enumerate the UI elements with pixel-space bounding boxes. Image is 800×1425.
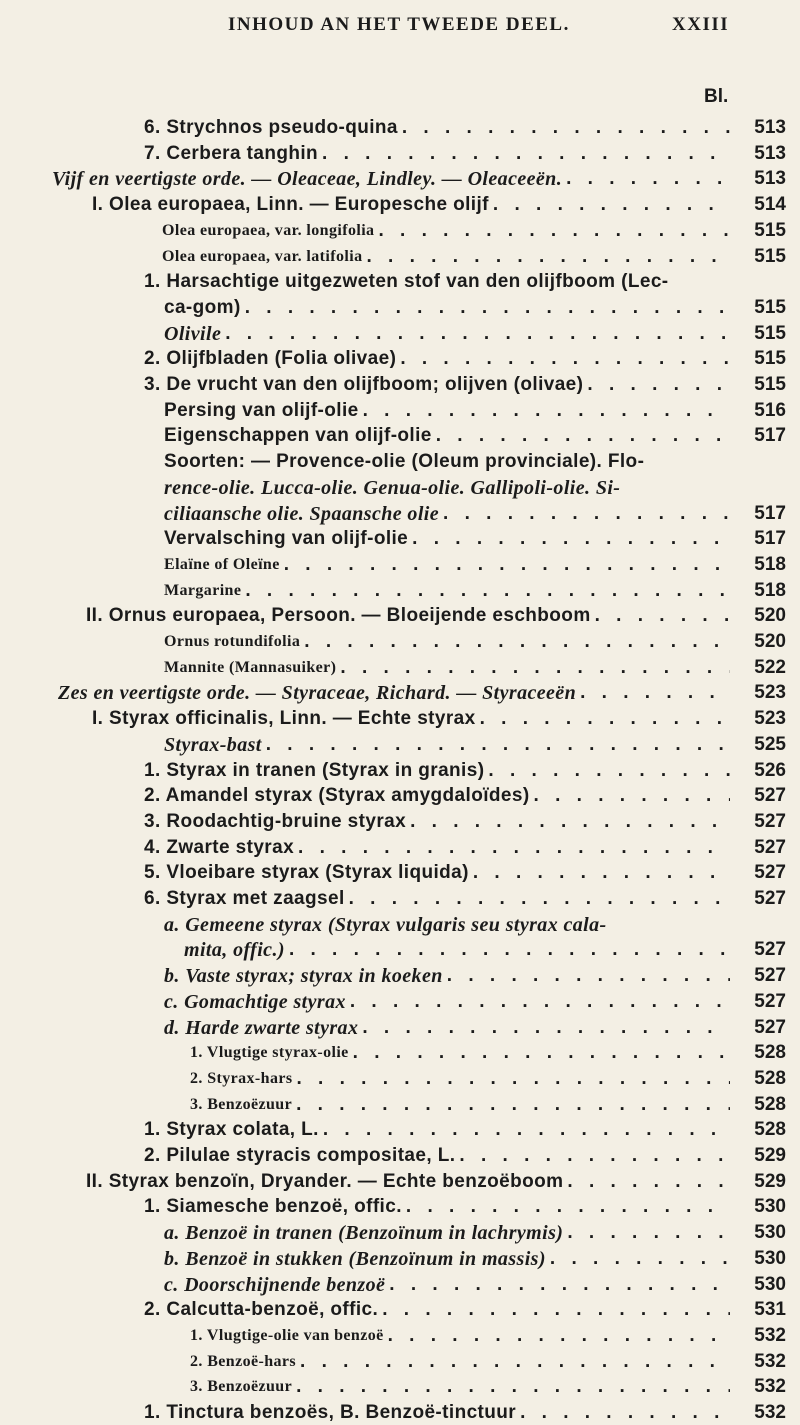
toc-entry-page: 520 bbox=[754, 631, 786, 652]
toc-entry-page: 523 bbox=[754, 682, 786, 704]
toc-entry-page: 515 bbox=[754, 374, 786, 395]
toc-entry-page: 527 bbox=[754, 939, 786, 961]
toc-entry-text: Styrax-bast bbox=[164, 733, 262, 756]
toc-entry-page: 527 bbox=[754, 990, 786, 1012]
leader-dots bbox=[583, 373, 730, 397]
toc-entry bbox=[0, 1191, 800, 1219]
toc-entry-text: c. Doorschijnende benzoë bbox=[164, 1273, 386, 1296]
toc-entry-page: 520 bbox=[754, 605, 786, 627]
toc-entry-text: Soorten: — Provence-olie (Oleum provinciale). Flo- bbox=[164, 451, 645, 473]
leader-dots bbox=[300, 630, 730, 654]
toc-entry-page: 517 bbox=[754, 528, 786, 550]
toc-entry bbox=[0, 806, 800, 834]
leader-dots bbox=[378, 1298, 730, 1322]
leader-dots bbox=[432, 424, 730, 448]
leader-dots bbox=[349, 1041, 730, 1065]
toc-entry-text: 1. Styrax colata, L. bbox=[144, 1119, 319, 1141]
toc-entry-text: Vervalsching van olijf-olie bbox=[164, 528, 409, 550]
toc-entry bbox=[0, 1012, 800, 1040]
leader-dots bbox=[345, 887, 730, 911]
toc-entry bbox=[0, 1320, 800, 1348]
toc-entry-text: rence-olie. Lucca-olie. Genua-olie. Gallipoli-olie. Si- bbox=[164, 476, 621, 499]
leader-dots bbox=[408, 527, 730, 551]
leader-dots bbox=[476, 707, 730, 731]
leader-dots bbox=[318, 142, 730, 166]
toc-entry-page: 530 bbox=[754, 1247, 786, 1269]
toc-entry bbox=[0, 549, 800, 577]
leader-dots bbox=[516, 1401, 730, 1425]
toc-entry-page: 517 bbox=[754, 502, 786, 524]
leader-dots bbox=[221, 322, 730, 346]
toc-entry bbox=[0, 318, 800, 346]
toc-entry bbox=[0, 420, 800, 448]
toc-entry-page: 529 bbox=[754, 1170, 786, 1192]
toc-entry bbox=[0, 189, 800, 217]
toc-entry-text: b. Vaste styrax; styrax in koeken bbox=[164, 965, 443, 988]
leader-dots bbox=[280, 553, 730, 577]
toc-entry bbox=[0, 652, 800, 680]
toc-entry bbox=[0, 369, 800, 397]
leader-dots bbox=[384, 1324, 730, 1348]
leader-dots bbox=[319, 1118, 730, 1142]
leader-dots bbox=[591, 604, 730, 628]
toc-entry-text: I. Styrax officinalis, Linn. — Echte styrax bbox=[92, 708, 476, 730]
leader-dots bbox=[484, 759, 730, 783]
toc-entry-text: 1. Vlugtige styrax-olie bbox=[190, 1044, 349, 1062]
toc-entry-text: 2. Pilulae styracis compositae, L. bbox=[144, 1145, 456, 1166]
toc-entry-text: 3. Roodachtig-bruine styrax bbox=[144, 810, 407, 832]
toc-entry-page: 528 bbox=[754, 1119, 786, 1141]
leader-dots bbox=[292, 1375, 730, 1399]
toc-entry-page: 527 bbox=[754, 888, 786, 909]
toc-entry bbox=[0, 1166, 800, 1194]
toc-entry-page: 527 bbox=[754, 1016, 786, 1038]
toc-entry-page: 527 bbox=[754, 965, 786, 987]
toc-entry-page: 528 bbox=[754, 1067, 786, 1089]
toc-entry-page: 532 bbox=[754, 1402, 786, 1423]
leader-dots bbox=[241, 579, 730, 603]
toc-entry-text: ciliaansche olie. Spaansche olie bbox=[164, 502, 440, 525]
toc-entry-text: 3. De vrucht van den olijfboom; olijven (olivae) bbox=[144, 374, 584, 395]
leader-dots bbox=[336, 656, 730, 680]
toc-entry-text: Olea europaea, var. longifolia bbox=[162, 221, 375, 239]
toc-entry bbox=[0, 909, 800, 937]
toc-entry-page: 515 bbox=[754, 219, 786, 241]
toc-entry-page: 522 bbox=[754, 656, 786, 678]
toc-entry-page: 515 bbox=[754, 348, 786, 370]
leader-dots bbox=[362, 245, 730, 269]
leader-dots bbox=[359, 399, 730, 423]
toc-entry-text: mita, offic.) bbox=[184, 939, 285, 962]
toc-entry-text: Vijf en veertigste orde. — Oleaceae, Lindley. — Oleaceeën. bbox=[52, 168, 563, 191]
toc-entry-page: 532 bbox=[754, 1350, 786, 1372]
toc-entry bbox=[0, 1037, 800, 1065]
leader-dots bbox=[262, 733, 730, 757]
toc-entry bbox=[0, 523, 800, 551]
toc-entry-text: Elaïne of Oleïne bbox=[164, 555, 280, 573]
toc-entry-text: 2. Olijfbladen (Folia olivae) bbox=[144, 348, 397, 370]
toc-entry bbox=[0, 960, 800, 988]
toc-entry-page: 517 bbox=[754, 425, 786, 447]
toc-entry-page: 527 bbox=[754, 810, 786, 832]
toc-entry-page: 528 bbox=[754, 1093, 786, 1115]
toc-entry-page: 518 bbox=[754, 553, 786, 575]
toc-entry bbox=[0, 1217, 800, 1245]
toc-entry-text: d. Harde zwarte styrax bbox=[164, 1016, 359, 1039]
toc-entry bbox=[0, 1269, 800, 1297]
toc-entry-text: a. Benzoë in tranen (Benzoïnum in lachrymis) bbox=[164, 1222, 564, 1245]
toc-entry bbox=[0, 138, 800, 166]
leader-dots bbox=[398, 116, 730, 140]
leader-dots bbox=[406, 810, 730, 834]
toc-entry-text: Eigenschappen van olijf-olie bbox=[164, 425, 432, 447]
toc-entry bbox=[0, 1140, 800, 1168]
toc-entry bbox=[0, 498, 800, 526]
toc-entry-text: 2. Amandel styrax (Styrax amygdaloïdes) bbox=[144, 785, 530, 807]
toc-entry-page: 513 bbox=[754, 117, 786, 138]
leader-dots bbox=[402, 1195, 730, 1219]
toc-entry bbox=[0, 703, 800, 731]
toc-entry-text: 1. Vlugtige-olie van benzoë bbox=[190, 1326, 384, 1344]
toc-entry-text: 2. Styrax-hars bbox=[190, 1069, 293, 1087]
toc-entry bbox=[0, 1243, 800, 1271]
leader-dots bbox=[443, 964, 730, 988]
toc-entry-text: Persing van olijf-olie bbox=[164, 399, 359, 421]
toc-entry bbox=[0, 215, 800, 243]
toc-entry-text: 6. Styrax met zaagsel bbox=[144, 888, 345, 909]
toc-entry-page: 527 bbox=[754, 785, 786, 807]
toc-entry-page: 527 bbox=[754, 862, 786, 884]
toc-entry bbox=[0, 677, 800, 705]
toc-entry-text: 5. Vloeibare styrax (Styrax liquida) bbox=[144, 862, 469, 884]
toc-entry-text: 7. Cerbera tanghin bbox=[144, 142, 319, 164]
toc-entry-page: 530 bbox=[754, 1222, 786, 1244]
leader-dots bbox=[241, 296, 730, 320]
toc-entry-page: 515 bbox=[754, 245, 786, 267]
toc-entry-page: 526 bbox=[754, 759, 786, 781]
toc-entry bbox=[0, 575, 800, 603]
toc-entry bbox=[0, 1114, 800, 1142]
toc-entry-text: 2. Calcutta-benzoë, offic. bbox=[144, 1299, 379, 1321]
toc-entry bbox=[0, 112, 800, 140]
toc-entry-text: Ornus rotundifolia bbox=[164, 633, 301, 650]
toc-entry-text: Margarine bbox=[164, 581, 242, 599]
leader-dots bbox=[562, 167, 730, 191]
toc-entry-text: I. Olea europaea, Linn. — Europesche olijf bbox=[92, 194, 489, 216]
leader-dots bbox=[296, 1350, 730, 1374]
leader-dots bbox=[563, 1170, 730, 1194]
leader-dots bbox=[530, 784, 730, 808]
toc-entry-page: 532 bbox=[754, 1376, 786, 1398]
toc-entry-page: 531 bbox=[754, 1299, 786, 1321]
toc-entry-text: 1. Styrax in tranen (Styrax in granis) bbox=[144, 759, 485, 781]
toc-entry bbox=[0, 266, 800, 294]
leader-dots bbox=[374, 219, 730, 243]
toc-entry-text: c. Gomachtige styrax bbox=[164, 990, 346, 1013]
leader-dots bbox=[385, 1273, 730, 1297]
leader-dots bbox=[396, 347, 730, 371]
toc-entry-page: 529 bbox=[754, 1145, 786, 1166]
leader-dots bbox=[292, 1093, 730, 1117]
toc-entry-page: 514 bbox=[754, 194, 786, 216]
toc-entry bbox=[0, 729, 800, 757]
leader-dots bbox=[546, 1247, 730, 1271]
toc-entry bbox=[0, 1294, 800, 1322]
leader-dots bbox=[489, 193, 730, 217]
toc-entry bbox=[0, 1397, 800, 1425]
toc-entry-page: 515 bbox=[754, 322, 786, 344]
toc-entry-text: 6. Strychnos pseudo-quina bbox=[144, 117, 398, 138]
toc-entry bbox=[0, 472, 800, 500]
toc-entry-text: II. Styrax benzoïn, Dryander. — Echte benzoëboom bbox=[86, 1170, 564, 1192]
toc-entry-page: 513 bbox=[754, 142, 786, 164]
toc-entry bbox=[0, 986, 800, 1014]
toc-entry bbox=[0, 832, 800, 860]
toc-entry bbox=[0, 1063, 800, 1091]
leader-dots bbox=[294, 836, 730, 860]
toc-entry bbox=[0, 343, 800, 371]
page-number-roman: XXIII bbox=[672, 14, 730, 35]
toc-entry bbox=[0, 857, 800, 885]
toc-entry-page: 530 bbox=[754, 1273, 786, 1295]
page-header bbox=[0, 8, 800, 44]
toc-entry bbox=[0, 934, 800, 962]
page-column-label: Bl. bbox=[704, 86, 729, 107]
leader-dots bbox=[285, 938, 730, 962]
toc-entry-text: Zes en veertigste orde. — Styraceae, Richard. — Styraceeën bbox=[58, 682, 577, 705]
toc-entry-page: 523 bbox=[754, 708, 786, 730]
toc-entry-text: 2. Benzoë-hars bbox=[190, 1352, 297, 1370]
toc-entry bbox=[0, 600, 800, 628]
toc-entry bbox=[0, 241, 800, 269]
leader-dots bbox=[455, 1144, 730, 1168]
toc-entry bbox=[0, 780, 800, 808]
toc-entry bbox=[0, 1089, 800, 1117]
toc-entry-text: b. Benzoë in stukken (Benzoïnum in massis) bbox=[164, 1247, 546, 1270]
toc-entry-page: 516 bbox=[754, 399, 786, 421]
toc-entry-text: Olivile bbox=[164, 322, 222, 345]
toc-entry-text: 1. Siamesche benzoë, offic. bbox=[144, 1196, 402, 1218]
toc-entry-page: 528 bbox=[754, 1042, 786, 1064]
toc-entry-text: a. Gemeene styrax (Styrax vulgaris seu styrax cala- bbox=[164, 913, 607, 936]
toc-entry bbox=[0, 292, 800, 320]
toc-entry-text: Mannite (Mannasuiker) bbox=[164, 658, 337, 676]
toc-entry-page: 525 bbox=[754, 733, 786, 755]
leader-dots bbox=[469, 861, 730, 885]
toc-entry-page: 530 bbox=[754, 1196, 786, 1218]
toc-entry-page: 532 bbox=[754, 1324, 786, 1346]
toc-entry-text: II. Ornus europaea, Persoon. — Bloeijende eschboom bbox=[86, 605, 591, 627]
toc-entry-page: 515 bbox=[754, 296, 786, 318]
toc-entry-text: Olea europaea, var. latifolia bbox=[162, 247, 363, 265]
toc-entry-text: 1. Tinctura benzoës, B. Benzoë-tinctuur bbox=[144, 1402, 517, 1423]
leader-dots bbox=[439, 502, 730, 526]
toc-entry-text: 3. Benzoëzuur bbox=[190, 1378, 293, 1396]
toc-entry bbox=[0, 1371, 800, 1399]
toc-entry bbox=[0, 626, 800, 654]
toc-entry-text: 4. Zwarte styrax bbox=[144, 836, 295, 858]
toc-entry bbox=[0, 395, 800, 423]
toc-entry bbox=[0, 883, 800, 911]
leader-dots bbox=[346, 990, 730, 1014]
leader-dots bbox=[563, 1221, 730, 1245]
toc-entry-page: 518 bbox=[754, 579, 786, 601]
toc-entry bbox=[0, 163, 800, 191]
toc-entry-text: ca-gom) bbox=[164, 296, 241, 318]
leader-dots bbox=[292, 1067, 730, 1091]
toc-entry-text: 1. Harsachtige uitgezweten stof van den olijfboom (Lec- bbox=[144, 271, 669, 293]
running-title: INHOUD AN HET TWEEDE DEEL. bbox=[228, 14, 570, 35]
leader-dots bbox=[358, 1016, 730, 1040]
toc-entry-page: 527 bbox=[754, 836, 786, 858]
toc-entry-text: 3. Benzoëzuur bbox=[190, 1095, 293, 1113]
toc-entry bbox=[0, 1346, 800, 1374]
leader-dots bbox=[576, 681, 730, 705]
toc-entry bbox=[0, 755, 800, 783]
toc-entry-page: 513 bbox=[754, 168, 786, 190]
toc-entry bbox=[0, 446, 800, 474]
